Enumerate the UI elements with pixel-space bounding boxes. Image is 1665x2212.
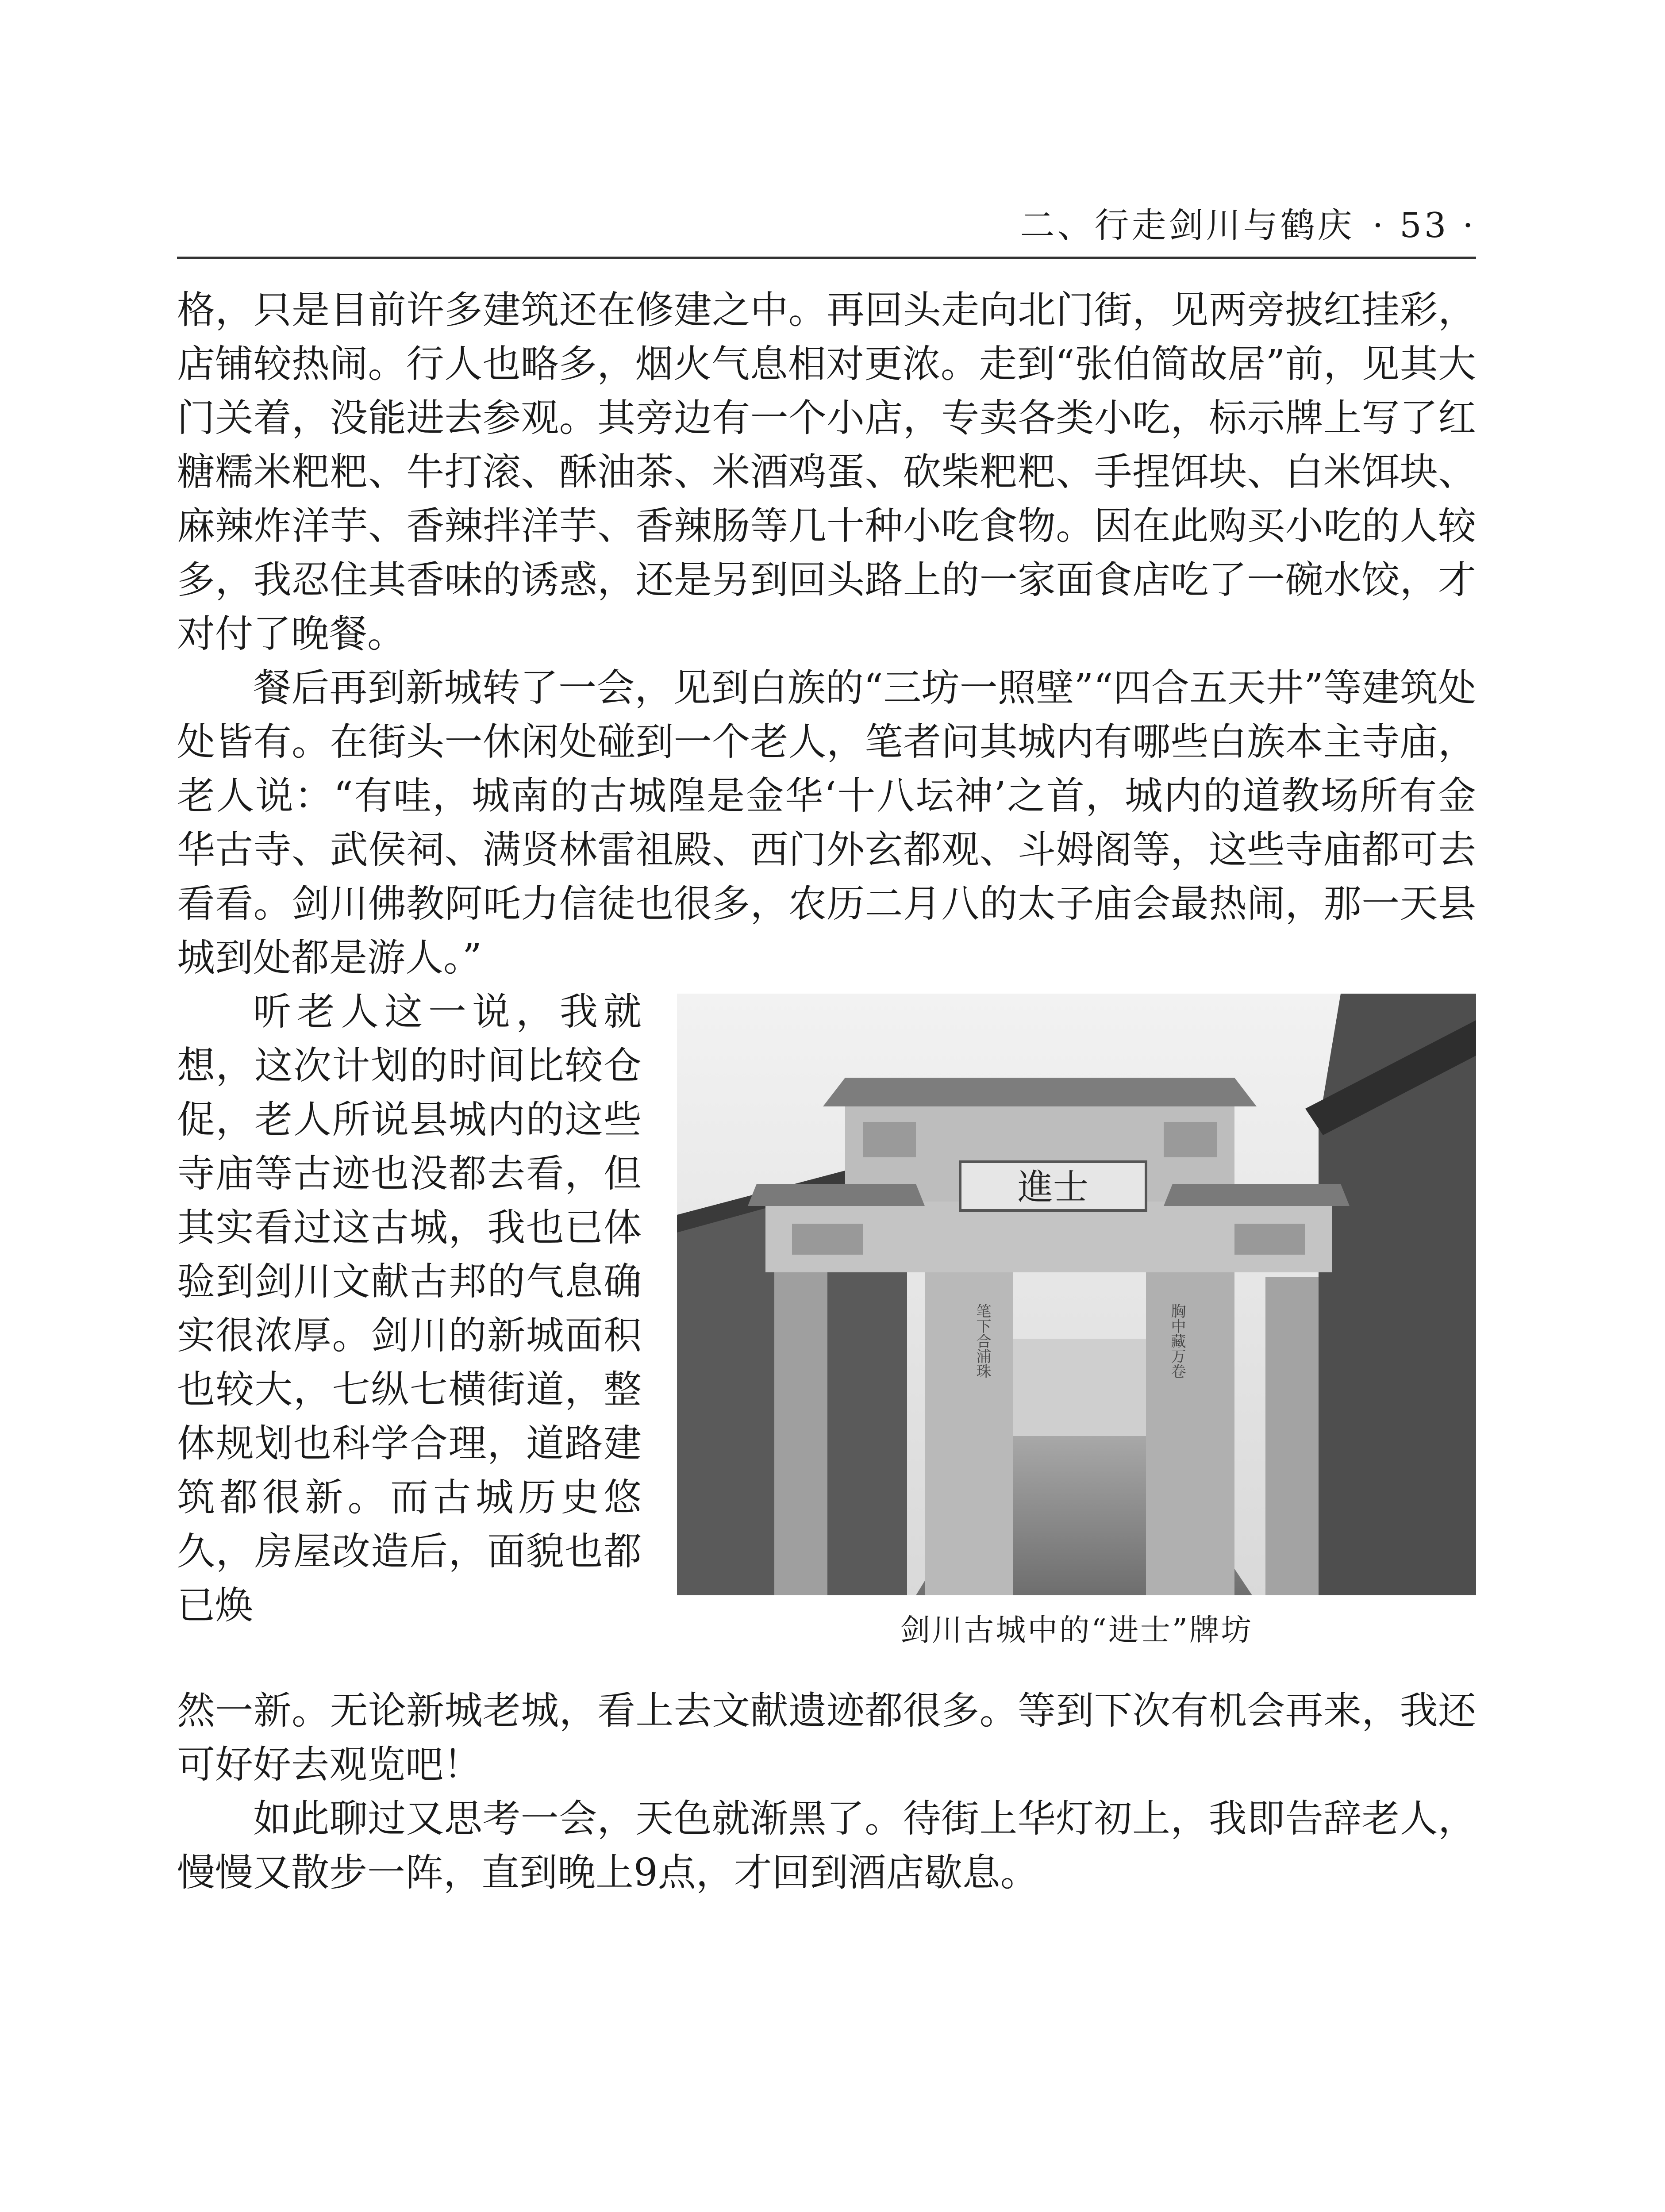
arch-pillar-right <box>1146 1268 1234 1595</box>
running-head <box>177 201 1476 250</box>
arch-side-pillar-left <box>774 1268 827 1595</box>
text-with-figure <box>177 985 1476 1684</box>
pillar-couplet-right: 胸中藏万卷 <box>1168 1303 1186 1379</box>
page-number: · 53 · <box>1372 206 1476 246</box>
arch-plaque-text: 進士 <box>1018 1167 1088 1208</box>
paragraph-4: 如此聊过又思考一会，天色就渐黑了。待街上华灯初上，我即告辞老人，慢慢又散步一阵，直到晚上9点，才回到酒店歇息。 <box>177 1797 1476 1895</box>
body-text <box>177 283 1476 1900</box>
chapter-title: 二、行走剑川与鹤庆 <box>1020 206 1355 246</box>
header-rule <box>177 257 1476 259</box>
photo-caption: 剑川古城中的“进士”牌坊 <box>900 1613 1253 1648</box>
paragraph-2: 餐后再到新城转了一会，见到白族的“三坊一照壁”“四合五天井”等建筑处处皆有。在街头一休闲处碰到一个老人，笔者问其城内有哪些白族本主寺庙，老人说：“有哇，城南的古城隍是金华‘十八坛神’之首，城内的道教场所有金华古寺、武侯祠、满贤林雷祖殿、西门外玄都观、斗姆阁等，这些寺庙都可去看看。剑川佛教阿吒力信徒也很多，农历二月八的太子庙会最热闹，那一天县城到处都是游人。” <box>177 666 1476 980</box>
paragraph-3-wrapped: 听老人这一说，我就想，这次计划的时间比较仓促，老人所说县城内的这些寺庙等古迹也没都去看，但其实看过这古城，我也已体验到剑川文献古邦的气息确实很浓厚。剑川的新城面积也较大，七纵七横街道，整体规划也科学合理，道路建筑都很新。而古城历史悠久，房屋改造后，面貌也都已焕 <box>177 990 642 1628</box>
paragraph-3-continued: 然一新。无论新城老城，看上去文献遗迹都很多。等到下次有机会再来，我还可好好去观览吧！ <box>177 1689 1476 1787</box>
pillar-couplet-left: 笔下合浦珠 <box>973 1303 991 1379</box>
paifang-photo <box>677 994 1476 1595</box>
arch-side-pillar-right <box>1265 1277 1319 1595</box>
distant-houses <box>1013 1339 1146 1436</box>
paifang-illustration <box>677 994 1476 1595</box>
paragraph-1: 格，只是目前许多建筑还在修建之中。再回头走向北门街，见两旁披红挂彩，店铺较热闹。行人也略多，烟火气息相对更浓。走到“张伯简故居”前，见其大门关着，没能进去参观。其旁边有一个小店，专卖各类小吃，标示牌上写了红糖糯米粑粑、牛打滚、酥油茶、米酒鸡蛋、砍柴粑粑、手捏饵块、白米饵块、麻辣炸洋芋、香辣拌洋芋、香辣肠等几十种小吃食物。因在此购买小吃的人较多，我忍住其香味的诱惑，还是另到回头路上的一家面食店吃了一碗水饺，才对付了晚餐。 <box>177 288 1476 656</box>
arch-pillar-left <box>925 1268 1013 1595</box>
arch-roof <box>823 1078 1257 1106</box>
